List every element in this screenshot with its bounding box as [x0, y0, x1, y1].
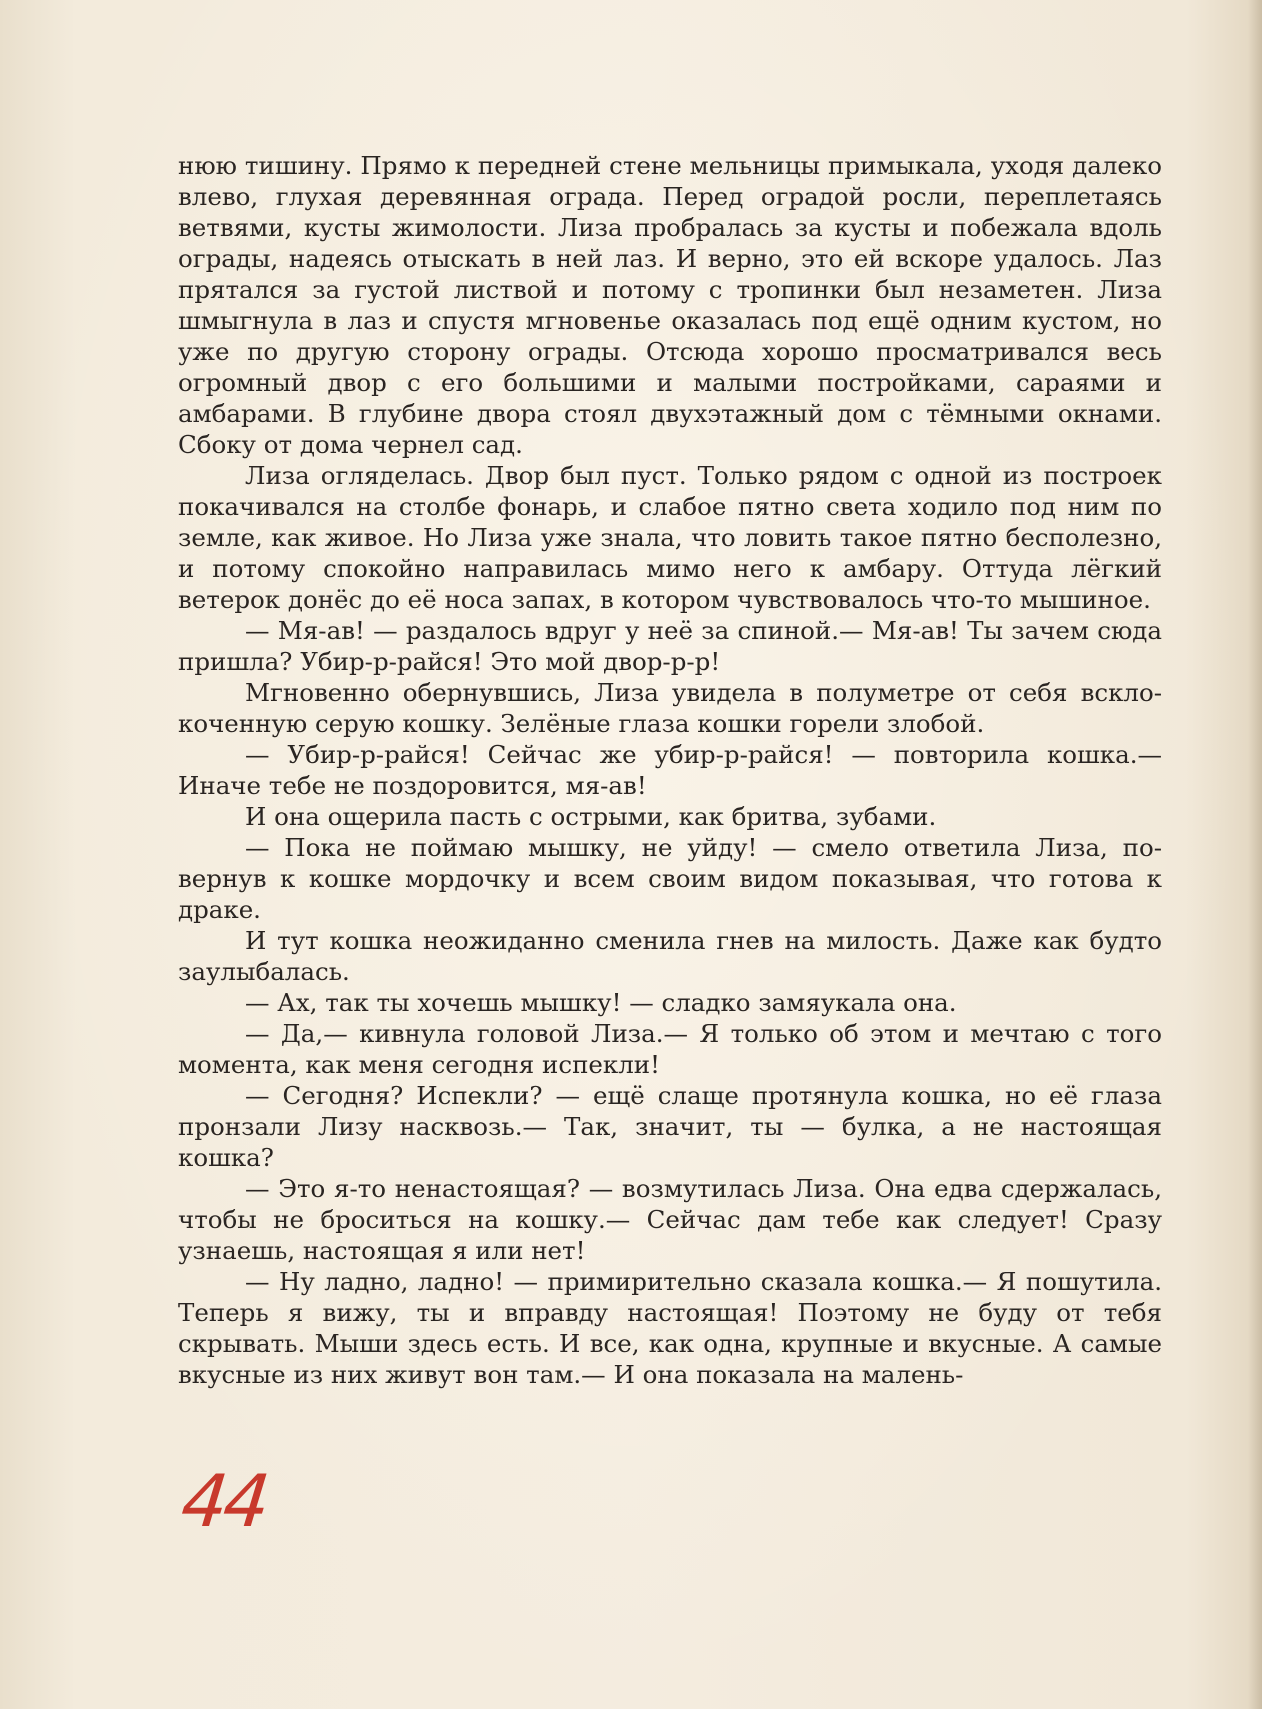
dialogue-paragraph: — Да,— кивнула головой Лиза.— Я только об этом и мечтаю с того момента, как меня сегодня испекли!: [178, 1019, 1162, 1079]
dialogue-paragraph: — Ну ладно, ладно! — примирительно сказала кошка.— Я пошутила. Теперь я вижу, ты и вправду настоящая! Поэтому не буду от тебя скрывать. Мыши здесь есть. И все, как одна, крупные и вкусные. А самые вкусные из них живут вон там.— И она показала на малень-: [178, 1267, 1162, 1389]
dialogue-paragraph: — Пока не поймаю мышку, не уйду! — смело ответила Лиза, повернув к кошке мордочку и всем своим видом показывая, что готова к драке.: [178, 833, 1162, 924]
body-text: [178, 150, 1162, 1390]
dialogue-paragraph: — Сегодня? Испекли? — ещё слаще протянула кошка, но её глаза пронзали Лизу насквозь.— Так, значит, ты — булка, а не настоящая кошка?: [178, 1081, 1162, 1172]
dialogue-paragraph: — Это я-то ненастоящая? — возмутилась Лиза. Она едва сдержалась, чтобы не броситься на кошку.— Сейчас дам тебе как следует! Сразу узнаешь, настоящая я или нет!: [178, 1174, 1162, 1265]
paragraph: И тут кошка неожиданно сменила гнев на милость. Даже как будто заулыбалась.: [178, 926, 1162, 986]
paragraph: Мгновенно обернувшись, Лиза увидела в полуметре от себя всклокоченную серую кошку. Зелёные глаза кошки горели злобой.: [178, 678, 1162, 738]
dialogue-paragraph: — Убир-р-райся! Сейчас же убир-р-райся! — повторила кошка.— Иначе тебе не поздоровится, мя-ав!: [178, 740, 1162, 800]
dialogue-paragraph: — Мя-ав! — раздалось вдруг у неё за спиной.— Мя-ав! Ты зачем сюда пришла? Убир-р-райся! Это мой двор-р-р!: [178, 616, 1162, 676]
paragraph: нюю тишину. Прямо к передней стене мельницы примыкала, уходя далеко влево, глухая деревянная ограда. Перед оградой росли, переплетаясь ветвями, кусты жимолости. Лиза пробралась за кусты и побежала вдоль ограды, надеясь отыскать в ней лаз. И верно, это ей вскоре удалось. Лаз прятался за густой листвой и потому с тропинки был незаметен. Лиза шмыгнула в лаз и спустя мгновенье оказалась под ещё одним кустом, но уже по другую сторону ограды. Отсюда хорошо просматривался весь огромный двор с его большими и малыми постройками, сараями и амбарами. В глубине двора стоял двухэтажный дом с тёмными окнами. Сбоку от дома чернел сад.: [178, 151, 1162, 459]
paragraph: И она ощерила пасть с острыми, как бритва, зубами.: [245, 802, 937, 831]
dialogue-paragraph: — Ах, так ты хочешь мышку! — сладко замяукала она.: [245, 988, 957, 1017]
paragraph: Лиза огляделась. Двор был пуст. Только рядом с одной из построек покачивался на столбе фонарь, и слабое пятно света ходило под ним по земле, как живое. Но Лиза уже знала, что ловить такое пятно бесполезно, и потому спокойно направилась мимо него к амбару. Оттуда лёгкий ветерок донёс до её носа запах, в котором чувствовалось что-то мышиное.: [178, 461, 1162, 614]
page-number: 44: [177, 1459, 271, 1543]
